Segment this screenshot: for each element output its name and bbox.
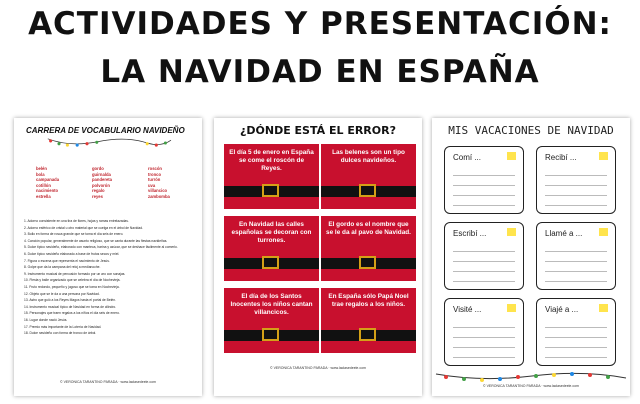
buckle-icon	[262, 328, 279, 341]
word: belén	[36, 166, 47, 171]
main-title-line-2: LA NAVIDAD EN ESPAÑA	[100, 54, 540, 90]
word: pandereta	[92, 177, 113, 183]
error-card	[321, 288, 416, 353]
word: campanada	[36, 177, 60, 183]
word: uva	[148, 182, 156, 188]
error-card	[224, 144, 319, 209]
sticky-note-icon	[507, 228, 516, 236]
definition-item: 9. Instrumento musical de percusión formado por un aro con sonajas.	[24, 271, 126, 276]
writing-box	[444, 298, 524, 366]
main-title-line-1: ACTIVIDADES Y PRESENTACIÓN:	[28, 6, 612, 42]
definition-item: 18. Dulce navideño con forma de tronco de árbol.	[24, 331, 97, 336]
definition-item: 10. Fiesta y baile organizado que se celebra el día de Nochevieja.	[24, 278, 121, 283]
error-card-text: El día de los Santos Inocentes los niños cantan villancicos.	[230, 293, 313, 316]
definition-item: 11. Fruto redondo, pequeño y jugoso que se toma en Nochevieja.	[24, 284, 120, 289]
word: polvorón	[92, 182, 110, 188]
buckle-icon	[359, 256, 376, 269]
error-card	[321, 216, 416, 281]
writing-box	[444, 222, 524, 290]
definition-item: 6. Dulce típico navideño elaborado a base de frutos secos y miel.	[24, 251, 120, 256]
definition-item: 16. Lugar donde nació Jesús.	[24, 317, 68, 322]
writing-box	[536, 298, 616, 366]
word: turrón	[148, 177, 161, 183]
writing-box-label: Recibí ...	[545, 153, 577, 162]
word: bola	[36, 171, 45, 177]
sticky-note-icon	[507, 304, 516, 312]
error-card-text: El gordo es el nombre que se le da al pavo de Navidad.	[326, 221, 411, 236]
definition-item: 1. Adorno consistente en una tira de flores, hojas y ramas entrelazadas.	[24, 219, 129, 223]
find-the-error-title: ¿DÓNDE ESTÁ EL ERROR?	[240, 124, 396, 137]
definition-item: 7. Figura o escena que representa el nacimiento de Jesús.	[24, 258, 110, 263]
writing-box-label: Escribí ...	[453, 229, 487, 238]
word-column	[36, 166, 88, 200]
definition-item: 14. Instrumento musical típico de Navidad en forma de cilindro.	[24, 304, 117, 309]
writing-box	[444, 146, 524, 214]
word: reyes	[92, 193, 103, 199]
word: gordo	[92, 166, 104, 171]
buckle-icon	[262, 256, 279, 269]
writing-box-label: Viajé a ...	[545, 305, 579, 314]
definition-item: 15. Personajes que traen regalos a los niños el día seis de enero.	[24, 311, 120, 316]
credit-text: © VERONICA TARANTINO PARADA · www.laclasedeele.com	[270, 366, 366, 370]
christmas-lights-icon	[14, 136, 202, 150]
word: zambomba	[148, 193, 170, 199]
writing-box-label: Visité ...	[453, 305, 482, 314]
word: nacimiento	[36, 188, 59, 194]
error-card	[224, 288, 319, 353]
writing-box-label: Comí ...	[453, 153, 482, 162]
definition-item: 3. Bollo en forma de rosca grande que se toma el día seis de enero.	[24, 232, 124, 237]
vocabulary-race-sheet	[14, 118, 202, 396]
word: cotillón	[36, 182, 51, 188]
definition-item: 12. Objeto que se le da a una persona por Navidad.	[24, 291, 100, 296]
definition-item: 8. Golpe que da la campana del reloj a medianoche.	[24, 265, 101, 270]
word: villancico	[148, 188, 168, 194]
definition-item: 17. Premio más importante de la Lotería de Navidad.	[24, 324, 102, 329]
word: tronco	[148, 171, 162, 177]
error-card-text: En Navidad las calles españolas se decoran con turrones.	[231, 221, 312, 244]
error-card-text: Las belenes son un tipo dulces navideños.	[332, 149, 405, 164]
credit-text: © VERONICA TARANTINO PARADA · www.laclasedeele.com	[483, 384, 579, 388]
credit-text: © VERONICA TARANTINO PARADA · www.laclasedeele.com	[60, 380, 156, 384]
christmas-lights-icon	[432, 370, 630, 384]
definition-item: 2. Adorno esférico de cristal u otro material que se cuelga en el árbol de Navidad.	[24, 225, 143, 230]
christmas-holidays-sheet	[432, 118, 630, 396]
sticky-note-icon	[599, 152, 608, 160]
definition-list	[24, 218, 194, 337]
error-card-text: En España sólo Papá Noel trae regalos a los niños.	[328, 293, 409, 308]
error-card	[321, 144, 416, 209]
sticky-note-icon	[599, 304, 608, 312]
holidays-title: MIS VACACIONES DE NAVIDAD	[448, 124, 614, 137]
error-card	[224, 216, 319, 281]
sticky-note-icon	[599, 228, 608, 236]
writing-box	[536, 146, 616, 214]
sticky-note-icon	[507, 152, 516, 160]
definition-item: 5. Dulce típico navideño, elaborado con manteca, harina y azúcar, que se deshace fácilmente al comerlo.	[24, 245, 178, 250]
word: roscón	[148, 166, 162, 171]
error-card-text: El día 5 de enero en España se come el roscón de Reyes.	[229, 149, 314, 172]
definition-item: 4. Canción popular, generalmente de asunto religioso, que se canta durante las fiestas navideñas.	[24, 238, 168, 243]
word: estrella	[36, 193, 51, 199]
word: regalo	[92, 188, 105, 194]
find-the-error-sheet	[214, 118, 422, 396]
writing-box-label: Llamé a ...	[545, 229, 583, 238]
buckle-icon	[262, 184, 279, 197]
vocabulary-race-title: CARRERA DE VOCABULARIO NAVIDEÑO	[26, 126, 185, 135]
word-column	[92, 166, 144, 200]
buckle-icon	[359, 328, 376, 341]
word-column	[148, 166, 200, 200]
writing-box	[536, 222, 616, 290]
buckle-icon	[359, 184, 376, 197]
definition-item: 13. Astro que guió a los Reyes Magos hasta el portal de Belén.	[24, 298, 117, 303]
word: guirnalda	[92, 171, 111, 177]
